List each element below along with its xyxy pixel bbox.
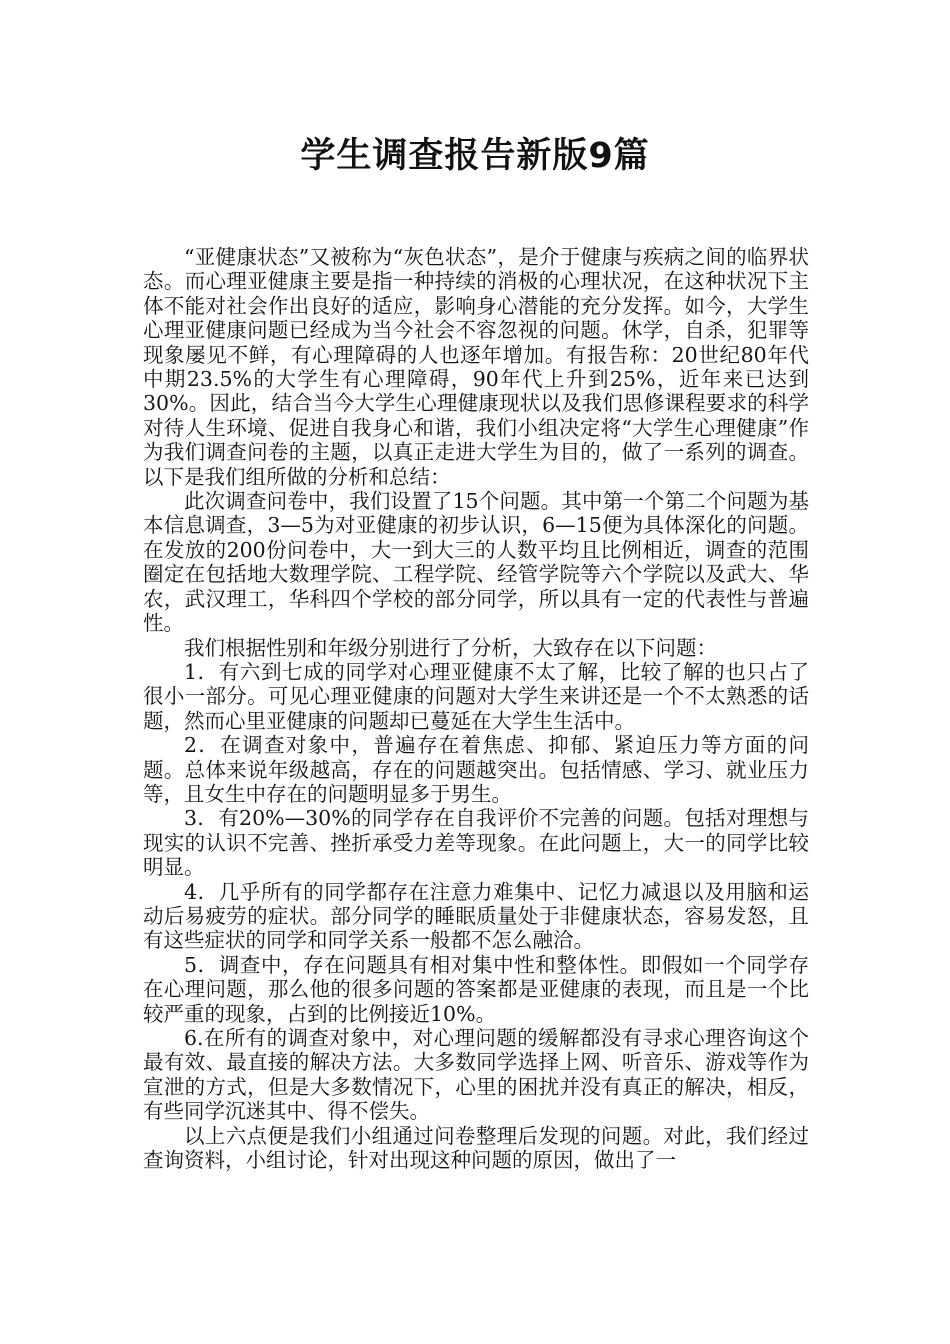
paragraph-finding-6: 6.在所有的调查对象中，对心理问题的缓解都没有寻求心理咨询这个最有效、最直接的解决方法。大多数同学选择上网、听音乐、游戏等作为宣泄的方式，但是大多数情况下，心里的困扰并没有真正的解决，相反，有些同学沉迷其中、得不偿失。 bbox=[143, 1026, 809, 1124]
paragraph-analysis-intro: 我们根据性别和年级分别进行了分析，大致存在以下问题： bbox=[184, 635, 717, 660]
document-title: 学生调查报告新版9篇 bbox=[300, 136, 650, 176]
paragraph-finding-1: 1．有六到七成的同学对心理亚健康不太了解，比较了解的也只占了很小一部分。可见心理亚健康的问题对大学生来讲还是一个不太熟悉的话题，然而心里亚健康的问题却已蔓延在大学生生活中。 bbox=[143, 659, 809, 733]
paragraph-conclusion: 以上六点便是我们小组通过问卷整理后发现的问题。对此，我们经过查询资料，小组讨论，针对出现这种问题的原因，做出了一 bbox=[143, 1123, 809, 1173]
paragraph-finding-2: 2．在调查对象中，普遍存在着焦虑、抑郁、紧迫压力等方面的问题。总体来说年级越高，存在的问题越突出。包括情感、学习、就业压力等，且女生中存在的问题明显多于男生。 bbox=[143, 733, 809, 806]
paragraph-survey-design: 此次调查问卷中，我们设置了15个问题。其中第一个第二个问题为基本信息调查，3—5为对亚健康的初步认识，6—15便为具体深化的问题。在发放的200份问卷中，大一到大三的人数平均且比例相近，调查的范围圈定在包括地大数理学院、工程学院、经管学院等六个学院以及武大、华农，武汉理工，华科四个学校的部分同学，所以具有一定的代表性与普遍性。 bbox=[143, 489, 809, 636]
document-body bbox=[143, 245, 809, 1172]
paragraph-finding-3: 3．有20%—30%的同学存在自我评价不完善的问题。包括对理想与现实的认识不完善、挫折承受力差等现象。在此问题上，大一的同学比较明显。 bbox=[143, 806, 809, 880]
paragraph-intro: “亚健康状态”又被称为“灰色状态”，是介于健康与疾病之间的临界状态。而心理亚健康主要是指一种持续的消极的心理状况，在这种状况下主体不能对社会作出良好的适应，影响身心潜能的充分发挥。如今，大学生心理亚健康问题已经成为当今社会不容忽视的问题。休学，自杀，犯罪等现象屡见不鲜，有心理障碍的人也逐年增加。有报告称：20世纪80年代中期23.5%的大学生有心理障碍，90年代上升到25%，近年来已达到30%。因此，结合当今大学生心理健康现状以及我们思修课程要求的科学对待人生环境、促进自我身心和谐，我们小组决定将“大学生心理健康”作为我们调查问卷的主题，以真正走进大学生为目的，做了一系列的调查。以下是我们组所做的分析和总结： bbox=[143, 245, 809, 489]
paragraph-finding-4: 4．几乎所有的同学都存在注意力难集中、记忆力减退以及用脑和运动后易疲劳的症状。部分同学的睡眠质量处于非健康状态，容易发怒，且有这些症状的同学和同学关系一般都不怎么融洽。 bbox=[143, 879, 809, 953]
paragraph-finding-5: 5．调查中，存在问题具有相对集中性和整体性。即假如一个同学存在心理问题，那么他的很多问题的答案都是亚健康的表现，而且是一个比较严重的现象，占到的比例接近10%。 bbox=[143, 952, 809, 1026]
